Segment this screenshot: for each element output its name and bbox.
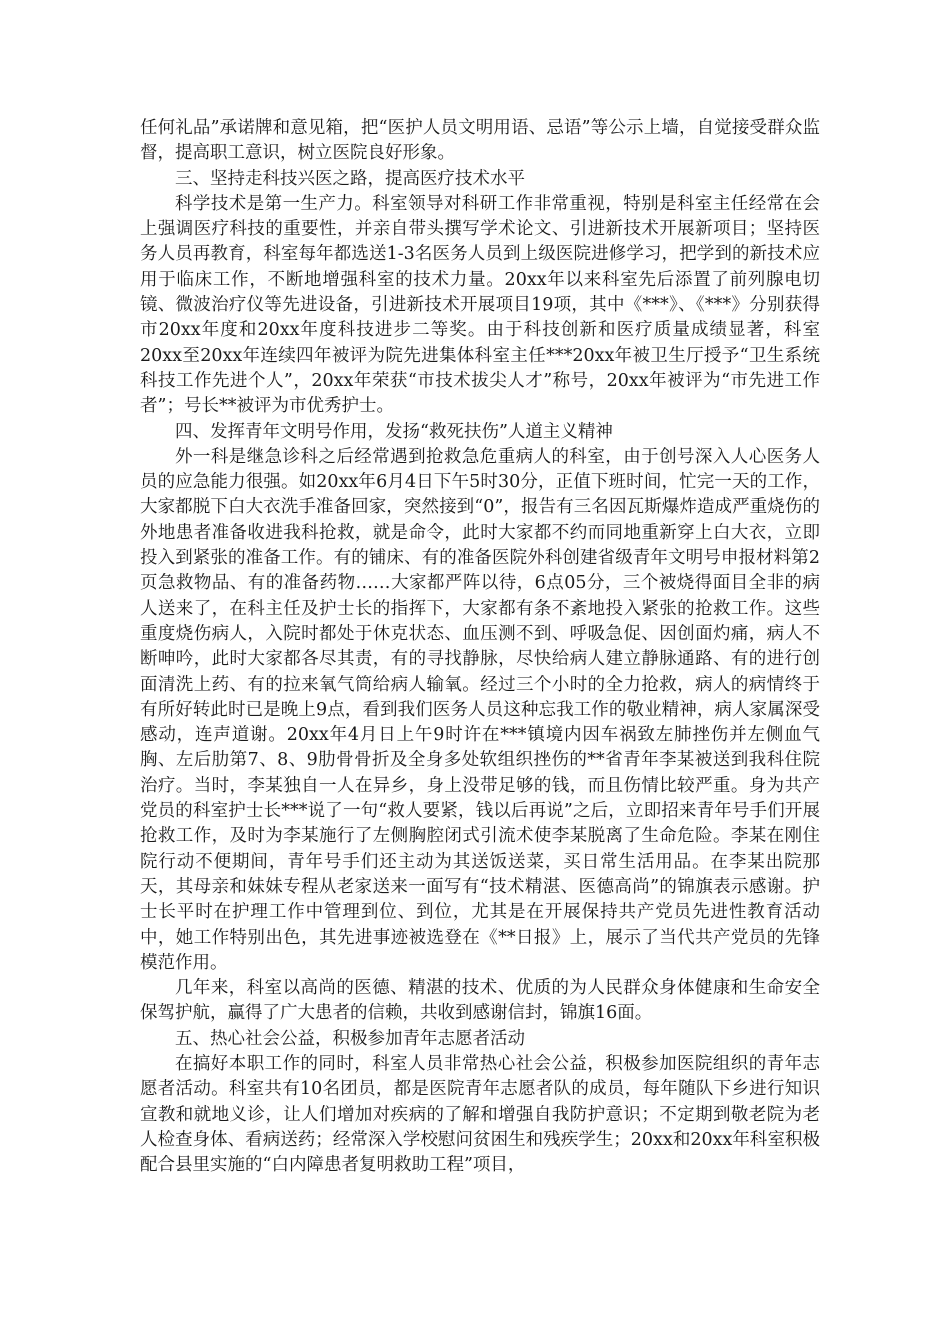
section-heading-3: 三、坚持走科技兴医之路，提高医疗技术水平 [175, 168, 525, 189]
section-heading-4: 四、发挥青年文明号作用，发扬“救死扶伤”人道主义精神 [175, 421, 613, 442]
paragraph-continued: 任何礼品”承诺牌和意见箱，把“医护人员文明用语、忌语”等公示上墙，自觉接受群众监督，提高职工意识，树立医院良好形象。 [140, 118, 820, 164]
paragraph-tech: 科学技术是第一生产力。科室领导对科研工作非常重视，特别是科室主任经常在会上强调医疗科技的重要性，并亲自带头撰写学术论文、引进新技术开展新项目；坚持医务人员再教育，科室每年都选送1-3名医务人员到上级医院进修学习，把学到的新技术应用于临床工作，不断地增强科室的技术力量。20xx年以来科室先后添置了前列腺电切镜、微波治疗仪等先进设备，引进新技术开展项目19项，其中《***》、《***》分别获得市20xx年度和20xx年度科技进步二等奖。由于科技创新和医疗质量成绩显著，科室20xx至20xx年连续四年被评为院先进集体科室主任***20xx年被卫生厅授予“卫生系统科技工作先进个人”，20xx年荣获“市技术拔尖人才”称号，20xx年被评为“市先进工作者”；号长**被评为市优秀护士。 [140, 193, 820, 417]
paragraph-rescue: 外一科是继急诊科之后经常遇到抢救急危重病人的科室，由于创号深入人心医务人员的应急能力很强。如20xx年6月4日下午5时30分，正值下班时间，忙完一天的工作，大家都脱下白大衣洗手准备回家，突然接到“0”，报告有三名因瓦斯爆炸造成严重烧伤的外地患者准备收进我科抢救，就是命令，此时大家都不约而同地重新穿上白大衣，立即投入到紧张的准备工作。有的铺床、有的准备医院外科创建省级青年文明号申报材料第2页急救物品、有的准备药物……大家都严阵以待，6点05分，三个被烧得面目全非的病人送来了，在科主任及护士长的指挥下，大家都有条不紊地投入紧张的抢救工作。这些重度烧伤病人，入院时都处于休克状态、血压测不到、呼吸急促、因创面灼痛，病人不断呻吟，此时大家都各尽其责，有的寻找静脉，尽快给病人建立静脉通路、有的进行创面清洗上药、有的拉来氧气筒给病人输氧。经过三个小时的全力抢救，病人的病情终于有所好转此时已是晚上9点，看到我们医务人员这种忘我工作的敬业精神，病人家属深受感动，连声道谢。20xx年4月日上午9时许在***镇境内因车祸致左肺挫伤并左侧血气胸、左后肋第7、8、9肋骨骨折及全身多处软组织挫伤的**省青年李某被送到我科住院治疗。当时，李某独自一人在异乡，身上没带足够的钱，而且伤情比较严重。身为共产党员的科室护士长***说了一句“救人要紧，钱以后再说”之后，立即招来青年号手们开展抢救工作，及时为李某施行了左侧胸腔闭式引流术使李某脱离了生命危险。李某在刚住院行动不便期间，青年号手们还主动为其送饭送菜，买日常生活用品。在李某出院那天，其母亲和妹妹专程从老家送来一面写有“技术精湛、医德高尚”的锦旗表示感谢。护士长平时在护理工作中管理到位、到位，尤其是在开展保持共产党员先进性教育活动中，她工作特别出色，其先进事迹被选登在《**日报》上，展示了当代共产党员的先锋模范作用。 [140, 446, 820, 973]
paragraph-summary: 几年来，科室以高尚的医德、精湛的技术、优质的为人民群众身体健康和生命安全保驾护航，赢得了广大患者的信赖，共收到感谢信封，锦旗16面。 [140, 978, 820, 1024]
paragraph-volunteer: 在搞好本职工作的同时，科室人员非常热心社会公益，积极参加医院组织的青年志愿者活动。科室共有10名团员，都是医院青年志愿者队的成员，每年随队下乡进行知识宣教和就地义诊，让人们增加对疾病的了解和增强自我防护意识；不定期到敬老院为老人检查身体、看病送药；经常深入学校慰问贫困生和残疾学生；20xx和20xx年科室积极配合县里实施的“白内障患者复明救助工程”项目， [140, 1053, 820, 1176]
section-heading-5: 五、热心社会公益，积极参加青年志愿者活动 [175, 1028, 525, 1049]
document-page [140, 116, 820, 1178]
